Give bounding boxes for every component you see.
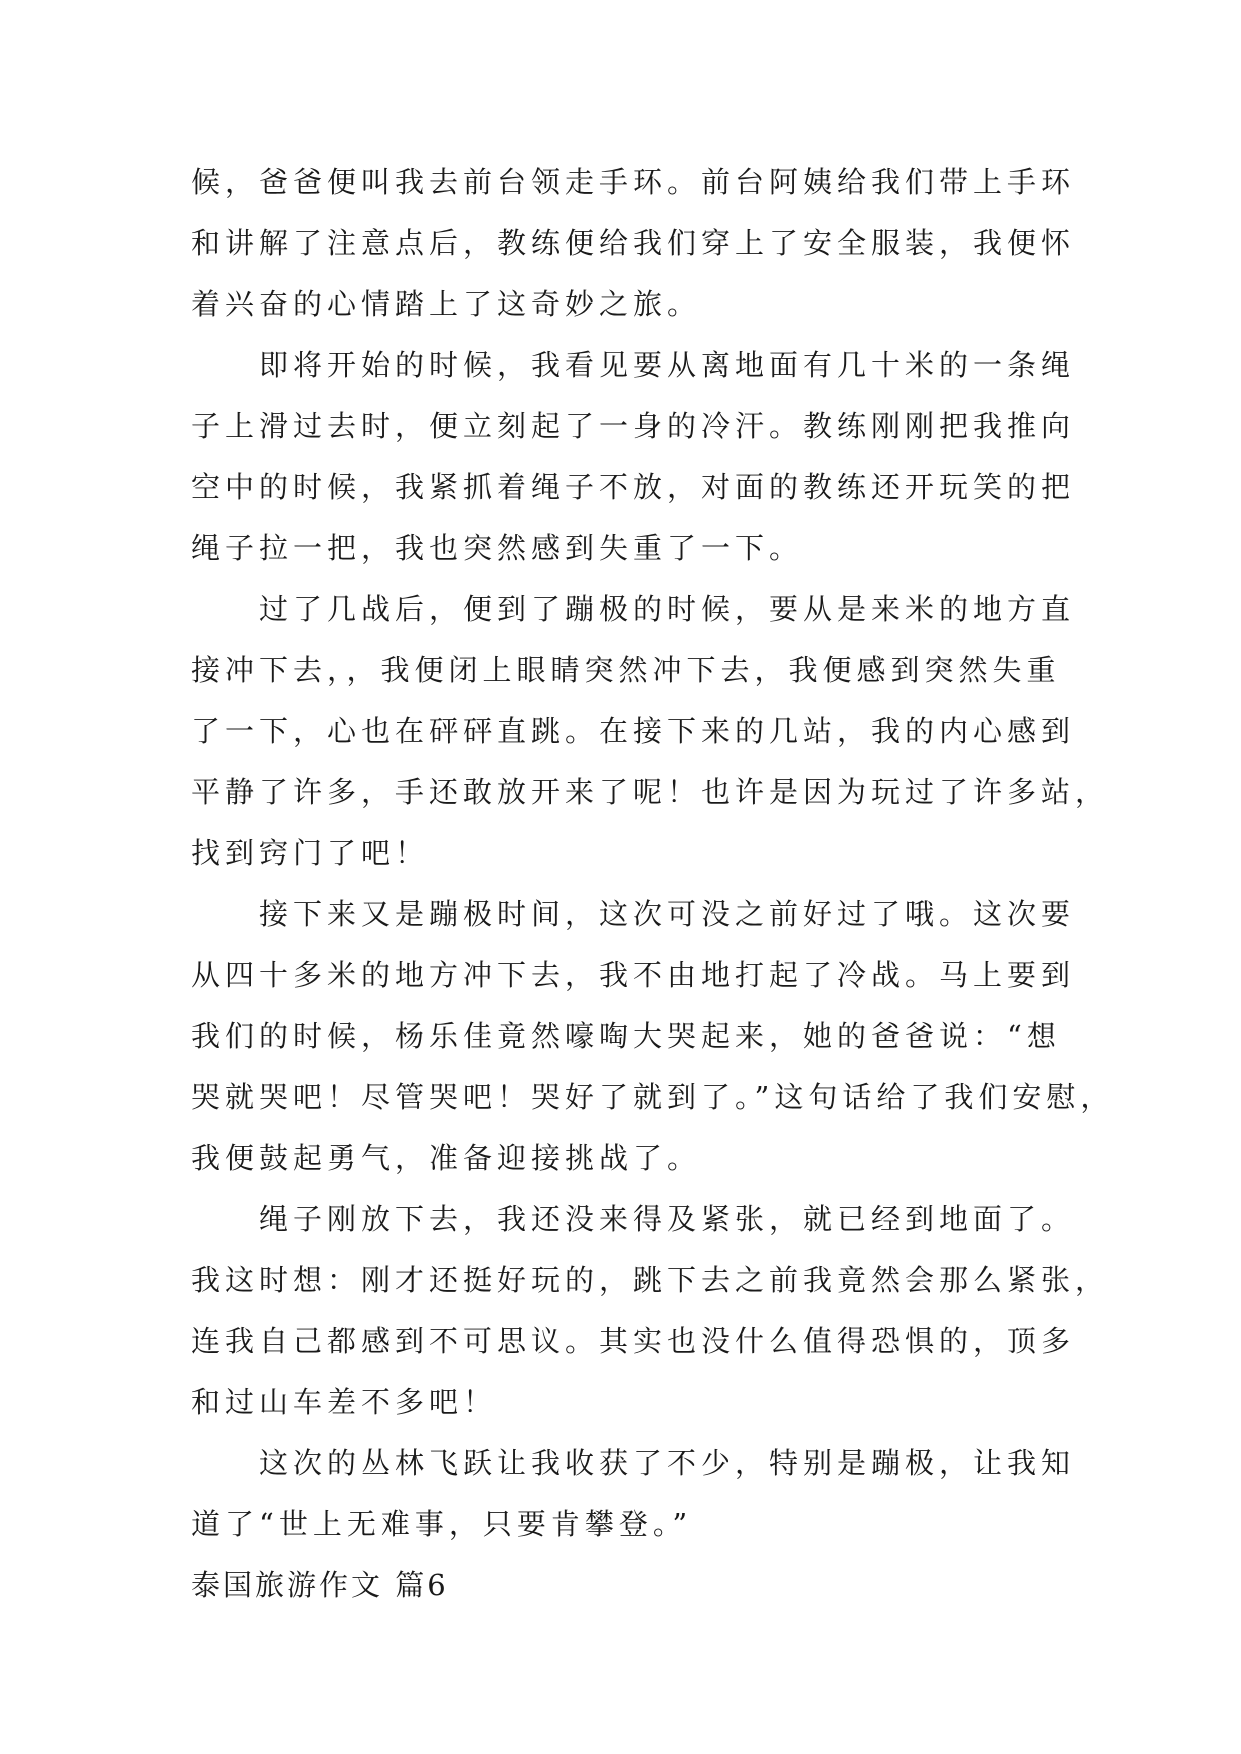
text-line: 绳子拉一把，我也突然感到失重了一下。 <box>191 531 804 565</box>
text-line: 和讲解了注意点后，教练便给我们穿上了安全服装，我便怀 <box>191 226 1076 260</box>
section-heading: 泰国旅游作文 篇6 <box>191 1568 449 1602</box>
text-line: 平静了许多，手还敢放开来了呢！也许是因为玩过了许多站， <box>191 775 1110 809</box>
paragraph-start-line: 这次的丛林飞跃让我收获了不少，特别是蹦极，让我知 <box>259 1446 1076 1480</box>
text-line: 找到窍门了吧！ <box>191 836 430 870</box>
text-line: 道了“世上无难事，只要肯攀登。” <box>191 1507 693 1541</box>
text-line: 我便鼓起勇气，准备迎接挑战了。 <box>191 1141 702 1175</box>
text-line: 接冲下去，，我便闭上眼睛突然冲下去，我便感到突然失重 <box>191 653 1061 687</box>
paragraph-start-line: 即将开始的时候，我看见要从离地面有几十米的一条绳 <box>259 348 1076 382</box>
text-line: 着兴奋的心情踏上了这奇妙之旅。 <box>191 287 702 321</box>
text-line: 连我自己都感到不可思议。其实也没什么值得恐惧的，顶多 <box>191 1324 1076 1358</box>
paragraph-start-line: 绳子刚放下去，我还没来得及紧张，就已经到地面了。 <box>259 1202 1076 1236</box>
text-line: 我这时想：刚才还挺好玩的，跳下去之前我竟然会那么紧张， <box>191 1263 1110 1297</box>
paragraph-start-line: 过了几战后，便到了蹦极的时候，要从是来米的地方直 <box>259 592 1076 626</box>
text-line: 哭就哭吧！尽管哭吧！哭好了就到了。”这句话给了我们安慰， <box>191 1080 1115 1114</box>
paragraph-start-line: 接下来又是蹦极时间，这次可没之前好过了哦。这次要 <box>259 897 1076 931</box>
text-line: 空中的时候，我紧抓着绳子不放，对面的教练还开玩笑的把 <box>191 470 1076 504</box>
text-line: 从四十多米的地方冲下去，我不由地打起了冷战。马上要到 <box>191 958 1076 992</box>
text-line: 和过山车差不多吧！ <box>191 1385 498 1419</box>
essay-body <box>191 152 1115 1616</box>
text-line: 我们的时候，杨乐佳竟然嚎啕大哭起来，她的爸爸说：“想 <box>191 1019 1061 1053</box>
text-line: 候，爸爸便叫我去前台领走手环。前台阿姨给我们带上手环 <box>191 165 1076 199</box>
text-line: 了一下，心也在砰砰直跳。在接下来的几站，我的内心感到 <box>191 714 1076 748</box>
text-line: 子上滑过去时，便立刻起了一身的冷汗。教练刚刚把我推向 <box>191 409 1076 443</box>
